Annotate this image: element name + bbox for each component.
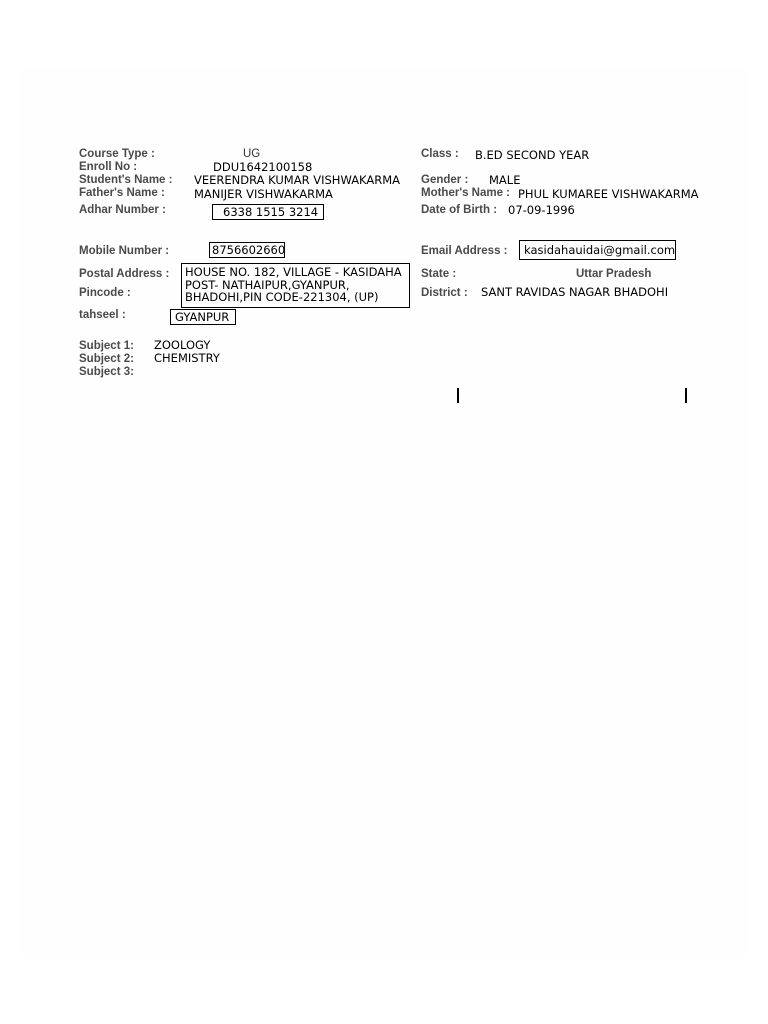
email-address-value: kasidahauidai@gmail.com — [519, 240, 676, 260]
postal-address-label: Postal Address : — [79, 268, 170, 280]
mother-name-label: Mother's Name : — [421, 187, 511, 199]
adhar-number-label: Adhar Number : — [79, 204, 166, 216]
address-line: BHADOHI,PIN CODE-221304, (UP) — [185, 290, 379, 304]
subject-3-label: Subject 3: — [79, 366, 134, 378]
subject-1-label: Subject 1: — [79, 340, 134, 352]
student-name-value: VEERENDRA KUMAR VISHWAKARMA — [194, 173, 401, 187]
subject-2-value: CHEMISTRY — [154, 351, 220, 365]
enroll-no-value: DDU1642100158 — [213, 160, 313, 174]
date-of-birth-label: Date of Birth : — [421, 204, 498, 216]
subject-1-value: ZOOLOGY — [154, 338, 211, 352]
district-label: District : — [421, 287, 468, 299]
mobile-number-value: 8756602660 — [209, 242, 285, 258]
state-value: Uttar Pradesh — [576, 268, 652, 280]
father-name-label: Father's Name : — [79, 187, 165, 199]
gender-value: MALE — [489, 173, 521, 187]
pincode-label: Pincode : — [79, 287, 131, 299]
tahseel-label: tahseel : — [79, 309, 126, 321]
student-name-label: Student's Name : — [79, 174, 173, 186]
address-line: POST- NATHAIPUR,GYANPUR, — [185, 277, 350, 292]
address-line: HOUSE NO. 182, VILLAGE - KASIDAHA — [185, 265, 402, 279]
gender-label: Gender : — [421, 174, 469, 186]
course-type-label: Course Type : — [79, 148, 155, 160]
enroll-no-label: Enroll No : — [79, 161, 138, 173]
vertical-rule-right — [685, 388, 687, 403]
subject-2-label: Subject 2: — [79, 353, 134, 365]
class-label: Class : — [421, 148, 459, 160]
mobile-number-label: Mobile Number : — [79, 245, 170, 257]
state-label: State : — [421, 268, 457, 280]
postal-address-value — [181, 263, 410, 308]
father-name-value: MANIJER VISHWAKARMA — [194, 187, 333, 201]
date-of-birth-value: 07-09-1996 — [508, 203, 575, 217]
district-value: SANT RAVIDAS NAGAR BHADOHI — [481, 285, 669, 299]
email-address-label: Email Address : — [421, 245, 508, 257]
tahseel-value: GYANPUR — [170, 309, 236, 325]
mother-name-value: PHUL KUMAREE VISHWAKARMA — [518, 187, 699, 201]
vertical-rule-left — [457, 388, 459, 403]
course-type-value: UG — [243, 148, 261, 160]
class-value: B.ED SECOND YEAR — [475, 148, 590, 162]
adhar-number-value: 6338 1515 3214 — [212, 204, 324, 220]
